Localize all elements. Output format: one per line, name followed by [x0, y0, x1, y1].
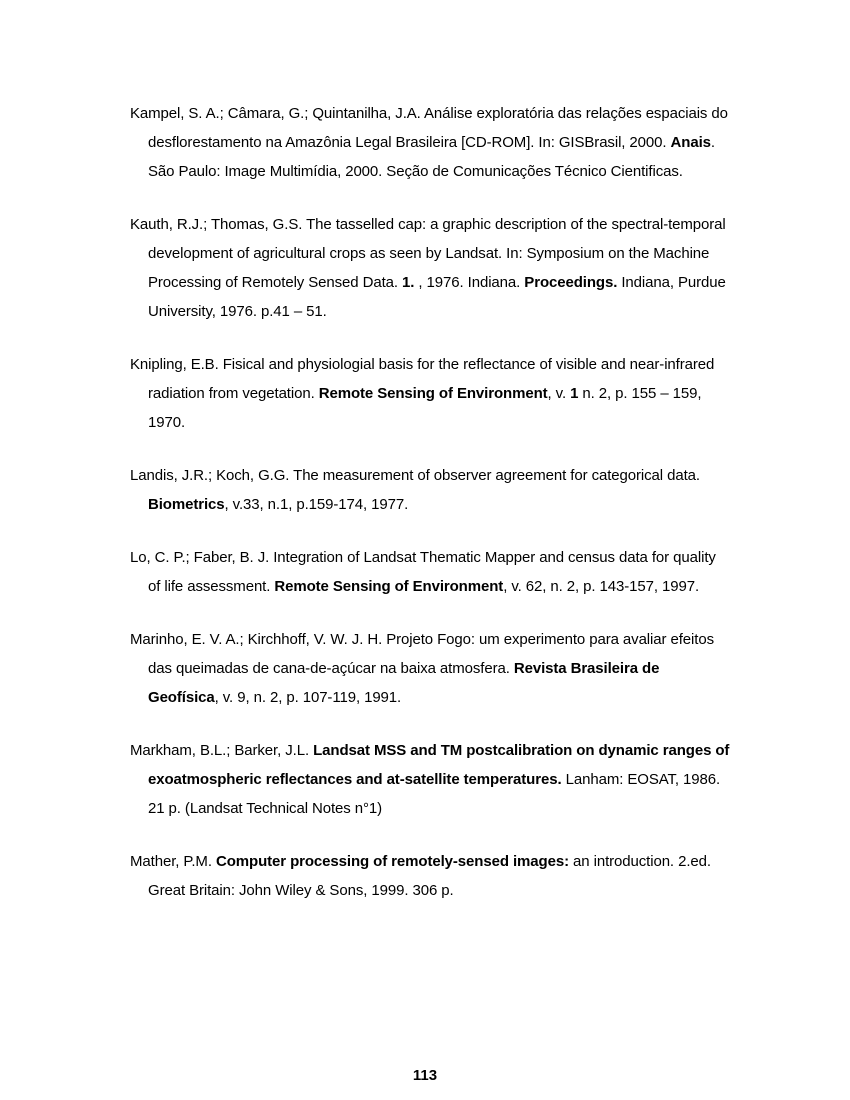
reference-text: Marinho, E. V. A.; Kirchhoff, V. W. J. H. Projeto Fogo: um experimento para avaliar efeitos das queimadas de cana-de-açúcar na baixa atmosfera. [130, 631, 714, 677]
page-number: 113 [412, 1067, 438, 1084]
reference-text: Lo, C. P.; Faber, B. J. Integration of Landsat Thematic Mapper and census data for quality of life assessment. [130, 549, 716, 595]
reference-text: Landis, J.R.; Koch, G.G. The measurement of observer agreement for categorical data. [130, 467, 700, 484]
reference-bold-text: Revista Brasileira de Geofísica [148, 660, 660, 706]
reference-text: Mather, P.M. [130, 853, 216, 870]
reference-entry [130, 736, 730, 823]
reference-entry [130, 543, 730, 601]
reference-text: Markham, B.L.; Barker, J.L. [130, 742, 314, 759]
reference-text: Kauth, R.J.; Thomas, G.S. The tasselled cap: a graphic description of the spectral-temporal development of agricultural crops as seen by Landsat. In: Symposium on the Machine Processing of Remotely Sensed Data. [130, 216, 726, 291]
reference-text: Kampel, S. A.; Câmara, G.; Quintanilha, J.A. Análise exploratória das relações espaciais do desflorestamento na Amazônia Legal Brasileira [CD-ROM]. In: GISBrasil, 2000. [130, 105, 728, 151]
reference-list [130, 99, 730, 929]
reference-bold-text: Biometrics [148, 496, 225, 513]
reference-text: n. 2, p. 155 – 159, 1970. [148, 385, 702, 431]
reference-bold-text: Remote Sensing of Environment [274, 578, 504, 595]
reference-entry [130, 350, 730, 437]
reference-text: Indiana, Purdue University, 1976. p.41 – 51. [148, 274, 726, 320]
reference-entry [130, 210, 730, 326]
reference-text: , 1976. Indiana. [414, 274, 525, 291]
reference-text: Lanham: EOSAT, 1986. 21 p. (Landsat Technical Notes n°1) [148, 771, 721, 817]
reference-bold-text: 1 [570, 385, 579, 402]
reference-entry [130, 99, 730, 186]
reference-bold-text: Proceedings. [524, 274, 618, 291]
reference-bold-text: 1. [402, 274, 415, 291]
reference-text: . São Paulo: Image Multimídia, 2000. Seção de Comunicações Técnico Cientificas. [148, 134, 715, 180]
reference-entry [130, 847, 730, 905]
reference-bold-text: Remote Sensing of Environment [318, 385, 548, 402]
reference-entry [130, 625, 730, 712]
reference-bold-text: Anais [670, 134, 711, 151]
reference-text: , v. 9, n. 2, p. 107-119, 1991. [214, 689, 402, 706]
reference-text: , v. [547, 385, 571, 402]
reference-text: , v. 62, n. 2, p. 143-157, 1997. [503, 578, 700, 595]
reference-bold-text: Computer processing of remotely-sensed images: [215, 853, 569, 870]
reference-bold-text: Landsat MSS and TM postcalibration on dynamic ranges of exoatmospheric reflectances and at-satellite temperatures. [148, 742, 730, 788]
reference-entry [130, 461, 730, 519]
reference-text: , v.33, n.1, p.159-174, 1977. [224, 496, 409, 513]
reference-text: Knipling, E.B. Fisical and physiologial basis for the reflectance of visible and near-infrared radiation from vegetation. [130, 356, 715, 402]
reference-text: an introduction. 2.ed. Great Britain: John Wiley & Sons, 1999. 306 p. [148, 853, 711, 899]
